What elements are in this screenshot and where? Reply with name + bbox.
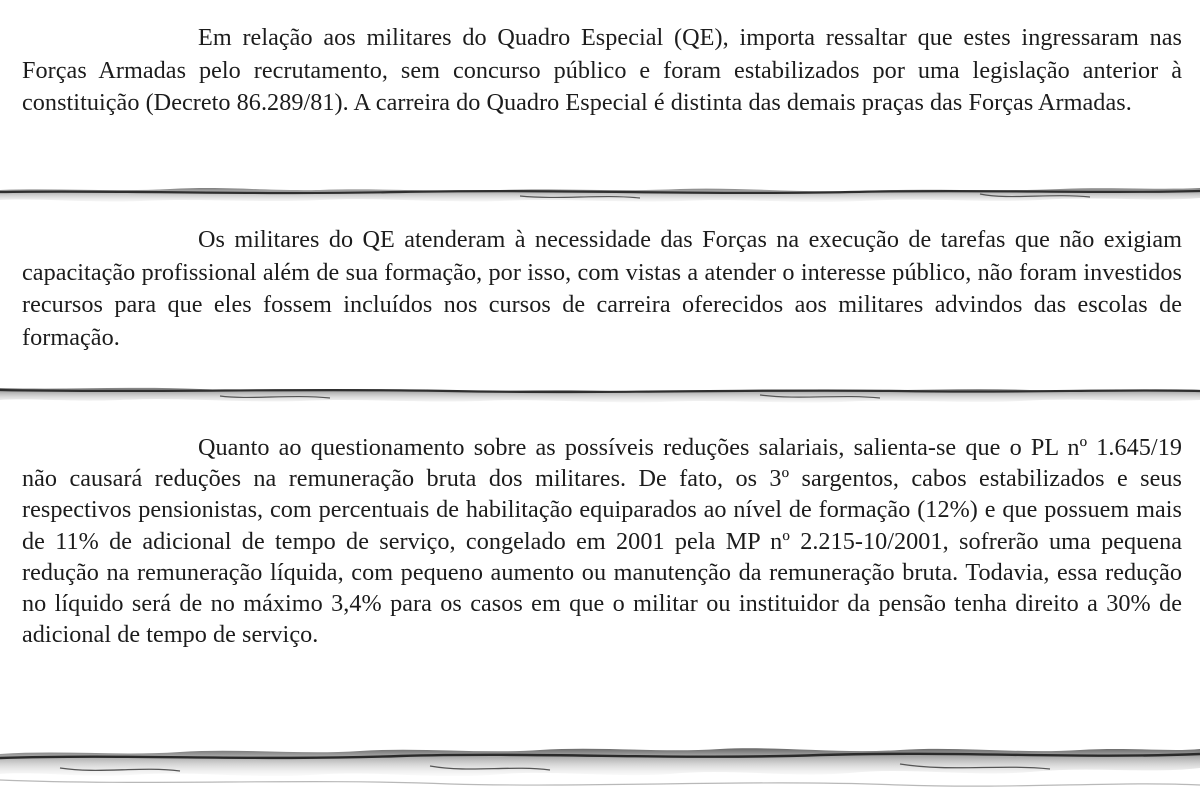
paper-fragment-2 (0, 224, 1200, 354)
paper-fragment-3 (0, 432, 1200, 650)
torn-edge-divider (0, 376, 1200, 416)
paragraph-quadro-especial: Em relação aos militares do Quadro Especial (QE), importa ressaltar que estes ingressaram nas Forças Armadas pelo recrutamento, sem concurso público e foram estabilizados por uma legislação anterior à constituição (Decreto 86.289/81). A carreira do Quadro Especial é distinta das demais praças das Forças Armadas. (22, 24, 1182, 117)
paragraph-reducoes-salariais: Quanto ao questionamento sobre as possíveis reduções salariais, salienta-se que o PL nº 1.645/19 não causará reduções na remuneração bruta dos militares. De fato, os 3º sargentos, cabos estabilizados e seus respectivos pensionistas, com percentuais de habilitação equiparados ao nível de formação (12%) e que possuem mais de 11% de adicional de tempo de serviço, congelado em 2001 pela MP nº 2.215-10/2001, sofrerão uma pequena redução na remuneração líquida, com pequeno aumento ou manutenção da remuneração bruta. Todavia, essa redução no líquido será de no máximo 3,4% para os casos em que o militar ou instituidor da pensão tenha direito a 30% de adicional de tempo de serviço. (22, 434, 1182, 649)
torn-edge-divider (0, 728, 1200, 800)
torn-edge-divider (0, 176, 1200, 216)
paper-fragment-1 (0, 22, 1200, 120)
paragraph-militares-qe: Os militares do QE atenderam à necessidade das Forças na execução de tarefas que não exigiam capacitação profissional além de sua formação, por isso, com vistas a atender o interesse público, não foram investidos recursos para que eles fossem incluídos nos cursos de carreira oferecidos aos militares advindos das escolas de formação. (22, 226, 1182, 351)
